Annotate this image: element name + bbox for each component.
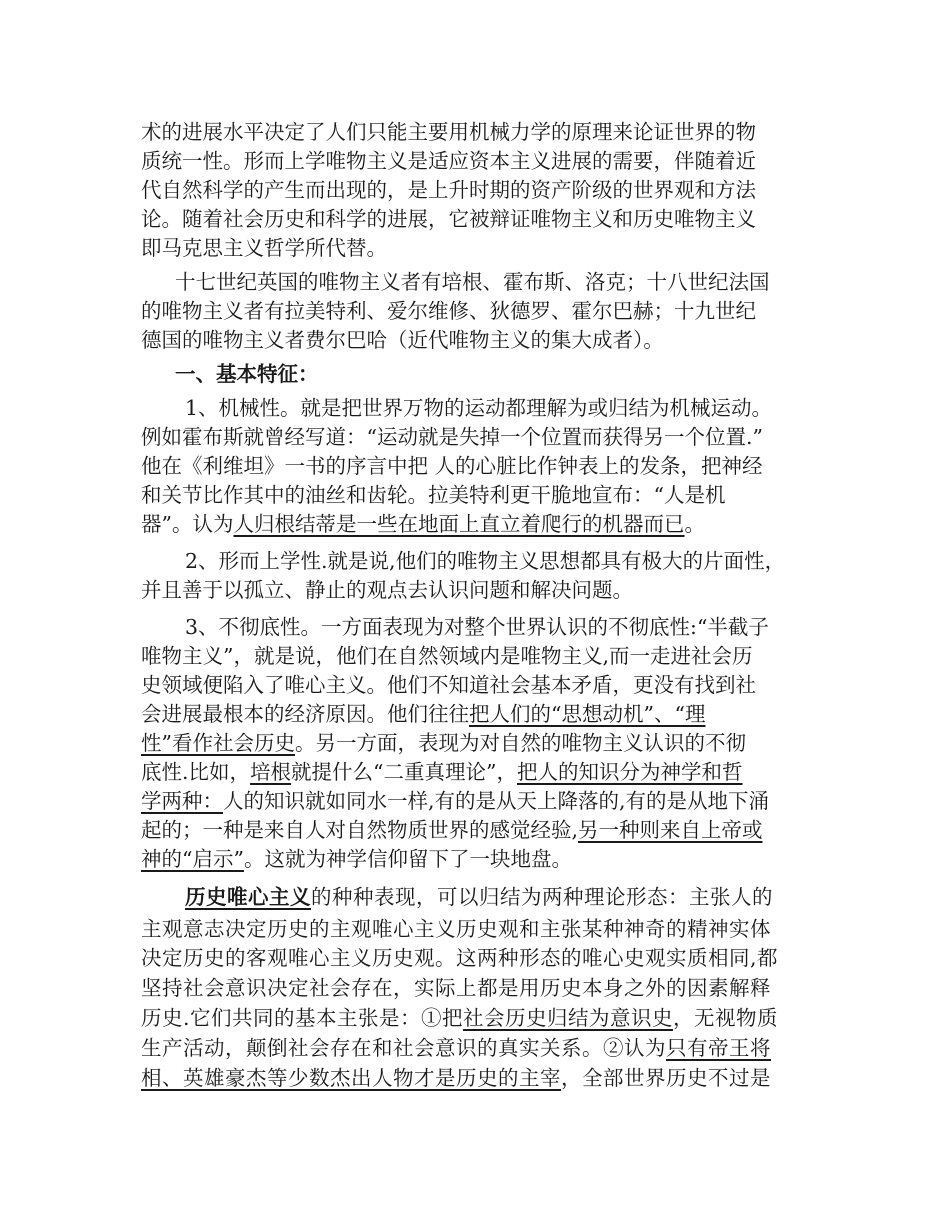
- text-line: [141, 642, 821, 671]
- underlined-text: 把人的知识分为神学和哲: [517, 760, 743, 784]
- text-line: [141, 360, 855, 389]
- text-segment: 史领域便陷入了唯心主义。他们不知道社会基本矛盾，更没有找到社: [141, 673, 756, 697]
- text-line: [141, 481, 821, 510]
- text-line: [141, 974, 821, 1003]
- text-line: [141, 547, 865, 576]
- text-segment: 十七世纪英国的唯物主义者有培根、霍布斯、洛克；十八世纪法国: [175, 270, 770, 294]
- text-segment: 底性.比如，: [141, 760, 251, 784]
- underlined-text: 另一种则来自上帝或: [578, 818, 763, 842]
- underlined-text: 把人们的“思想动机”、“理: [469, 702, 706, 726]
- text-line: [141, 234, 821, 263]
- text-segment: 唯物主义”，就是说，他们在自然领域内是唯物主义,而一走进社会历: [141, 644, 753, 668]
- text-line: [141, 423, 821, 452]
- text-segment: ，全部世界历史不过是: [561, 1066, 771, 1090]
- text-segment: 会进展最根本的经济原因。他们往往: [141, 702, 469, 726]
- text-line: [141, 613, 865, 642]
- text-segment: 质统一性。形而上学唯物主义是适应资本主义进展的需要，伴随着近: [141, 149, 756, 173]
- underlined-text: 人归根结蒂是一些在地面上直立着爬行的机器而已: [233, 512, 685, 536]
- text-segment: 生产活动，颠倒社会存在和社会意识的真实关系。②认为: [141, 1036, 666, 1060]
- text-segment: 起的；一种是来自人对自然物质世界的感觉经验,: [141, 818, 579, 842]
- text-segment: 德国的唯物主义者费尔巴哈（近代唯物主义的集大成者）。: [141, 328, 664, 352]
- text-segment: 历史.它们共同的基本主张是：①把: [141, 1006, 464, 1030]
- text-segment: 坚持社会意识决定社会存在，实际上都是用历史本身之外的因素解释: [141, 976, 771, 1000]
- text-segment: 术的进展水平决定了人们只能主要用机械力学的原理来论证世界的物: [141, 120, 756, 144]
- underlined-text: 神的“启示”: [141, 847, 244, 871]
- text-line: [141, 700, 821, 729]
- underlined-text: 性”看作社会历史: [141, 731, 295, 755]
- text-line: [141, 883, 865, 912]
- text-line: [141, 729, 821, 758]
- text-segment: 和关节比作其中的油丝和齿轮。拉美特利更干脆地宣布：“人是机: [141, 483, 726, 507]
- text-segment: 3、不彻底性。一方面表现为对整个世界认识的不彻底性:“半截子: [185, 615, 769, 639]
- text-line: [141, 787, 821, 816]
- text-line: [141, 915, 821, 944]
- underlined-text: 只有帝王将: [666, 1036, 771, 1060]
- text-segment: 主观意志决定历史的主观唯心主义历史观和主张某种神奇的精神实体: [141, 917, 771, 941]
- text-segment: 就提什么“二重真理论”，: [291, 760, 517, 784]
- text-line: [141, 944, 821, 973]
- underlined-text: 历史唯心主义: [185, 885, 311, 909]
- text-segment: 人的知识就如同水一样,有的是从天上降落的,有的是从地下涌: [223, 789, 770, 813]
- text-line: [141, 671, 821, 700]
- text-line: [141, 326, 821, 355]
- text-segment: 并且善于以孤立、静止的观点去认识问题和解决问题。: [141, 578, 633, 602]
- text-segment: ，无视物质: [673, 1006, 779, 1030]
- text-line: [141, 452, 821, 481]
- bold-text: 一、基本特征：: [175, 362, 319, 386]
- text-segment: 决定历史的客观唯心主义历史观。这两种形态的唯心史观实质相同,都: [141, 946, 779, 970]
- text-line: [141, 205, 821, 234]
- text-segment: 2、形而上学性.就是说,他们的唯物主义思想都具有极大的片面性，: [185, 549, 786, 573]
- text-segment: 。这就为神学信仰留下了一块地盘。: [243, 847, 572, 871]
- text-line: [141, 845, 821, 874]
- text-line: [141, 118, 821, 147]
- text-line: [141, 297, 821, 326]
- text-segment: 他在《利维坦》一书的序言中把 人的心脏比作钟表上的发条，把神经: [141, 454, 763, 478]
- text-line: [141, 147, 821, 176]
- text-segment: 论。随着社会历史和科学的进展，它被辩证唯物主义和历史唯物主义: [141, 207, 756, 231]
- text-line: [141, 510, 821, 539]
- text-segment: 器”。认为: [141, 512, 234, 536]
- underlined-text: 社会历史归结为意识史: [463, 1006, 674, 1030]
- text-segment: 例如霍布斯就曾经写道：“运动就是失掉一个位置而获得另一个位置.”: [141, 425, 763, 449]
- text-line: [141, 176, 821, 205]
- text-line: [141, 1034, 821, 1063]
- text-segment: 1、机械性。就是把世界万物的运动都理解为或归结为机械运动。: [185, 396, 773, 420]
- text-line: [141, 394, 865, 423]
- underlined-text: 相、英雄豪杰等少数杰出人物才是历史的主宰: [141, 1066, 561, 1090]
- text-line: [141, 576, 821, 605]
- text-line: [141, 268, 855, 297]
- text-segment: 的种种表现，可以归结为两种理论形态：主张人的: [311, 885, 773, 909]
- text-line: [141, 1004, 821, 1033]
- text-line: [141, 816, 821, 845]
- text-segment: 代自然科学的产生而出现的，是上升时期的资产阶级的世界观和方法: [141, 178, 756, 202]
- text-segment: 即马克思主义哲学所代替。: [141, 236, 387, 260]
- text-segment: 。另一方面，表现为对自然的唯物主义认识的不彻: [294, 731, 746, 755]
- text-segment: 的唯物主义者有拉美特利、爱尔维修、狄德罗、霍尔巴赫；十九世纪: [141, 299, 756, 323]
- text-segment: 。: [684, 512, 705, 536]
- underlined-text: 学两种：: [141, 789, 223, 813]
- underlined-text: 培根: [250, 760, 292, 784]
- text-line: [141, 758, 821, 787]
- text-line: [141, 1064, 821, 1093]
